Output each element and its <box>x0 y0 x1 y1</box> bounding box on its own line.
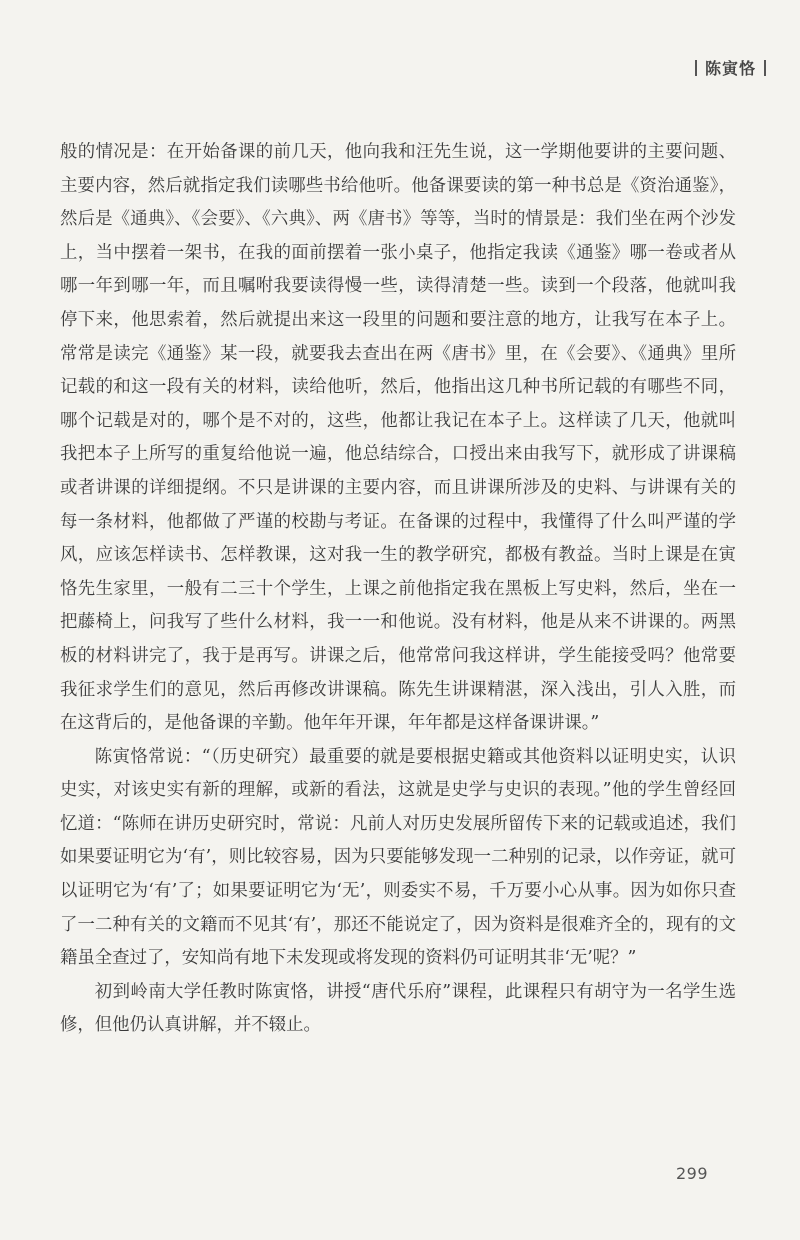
header-title: 陈寅恪 <box>704 59 756 78</box>
header-right-rule <box>764 60 766 76</box>
paragraph-1: 般的情况是：在开始备课的前几天，他向我和汪先生说，这一学期他要讲的主要问题、主要内容，然后就指定我们读哪些书给他听。他备课要读的第一种书总是《资治通鉴》，然后是《通典》、《会要》、《六典》、两《唐书》等等，当时的情景是：我们坐在两个沙发上，当中摆着一架书，在我的面前摆着一张小桌子，他指定我读《通鉴》哪一卷或者从哪一年到哪一年，而且嘱咐我要读得慢一些，读得清楚一些。读到一个段落，他就叫我停下来，他思索着，然后就提出来这一段里的问题和要注意的地方，让我写在本子上。常常是读完《通鉴》某一段，就要我去查出在两《唐书》里，在《会要》、《通典》里所记载的和这一段有关的材料，读给他听，然后，他指出这几种书所记载的有哪些不同，哪个记载是对的，哪个是不对的，这些，他都让我记在本子上。这样读了几天，他就叫我把本子上所写的重复给他说一遍，他总结综合，口授出来由我写下，就形成了讲课稿或者讲课的详细提纲。不只是讲课的主要内容，而且讲课所涉及的史料、与讲课有关的每一条材料，他都做了严谨的校勘与考证。在备课的过程中，我懂得了什么叫严谨的学风，应该怎样读书、怎样教课，这对我一生的教学研究，都极有教益。当时上课是在寅恪先生家里，一般有二三十个学生，上课之前他指定我在黑板上写史料，然后，坐在一把藤椅上，问我写了些什么材料，我一一和他说。没有材料，他是从来不讲课的。两黑板的材料讲完了，我于是再写。讲课之后，他常常问我这样讲，学生能接受吗？他常要我征求学生们的意见，然后再修改讲课稿。陈先生讲课精湛，深入浅出，引人入胜，而在这背后的，是他备课的辛勤。他年年开课，年年都是这样备课讲课。” <box>60 142 736 734</box>
paragraph-3: 初到岭南大学任教时陈寅恪，讲授“唐代乐府”课程，此课程只有胡守为一名学生选修，但他仍认真讲解，并不辍止。 <box>60 981 736 1036</box>
paragraph-2: 陈寅恪常说：“（历史研究）最重要的就是要根据史籍或其他资料以证明史实，认识史实，对该史实有新的理解，或新的看法，这就是史学与史识的表现。”他的学生曾经回忆道：“陈师在讲历史研究时，常说：凡前人对历史发展所留传下来的记载或追述，我们如果要证明它为‘有’，则比较容易，因为只要能够发现一二种别的记录，以作旁证，就可以证明它为‘有’了；如果要证明它为‘无’，则委实不易，千万要小心从事。因为如你只查了一二种有关的文籍而不见其‘有’，那还不能说定了，因为资料是很难齐全的，现有的文籍虽全查过了，安知尚有地下未发现或将发现的资料仍可证明其非‘无’呢？” <box>60 746 736 969</box>
page-number: 299 <box>675 1164 708 1183</box>
page-body <box>60 136 736 1043</box>
header-left-rule <box>695 60 697 76</box>
running-header <box>695 56 766 79</box>
